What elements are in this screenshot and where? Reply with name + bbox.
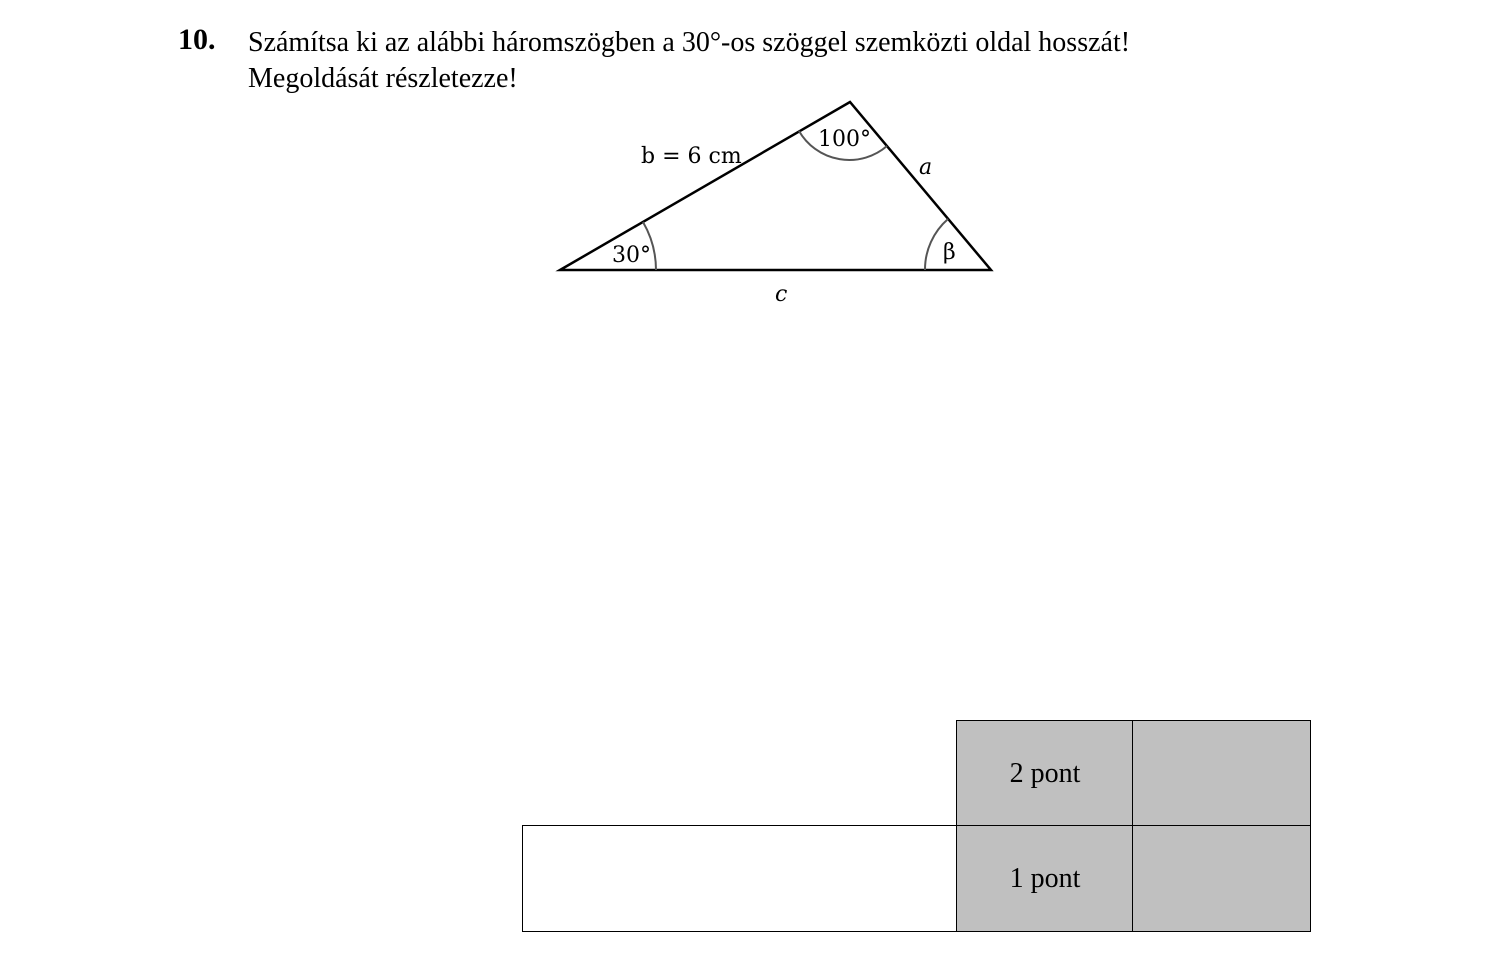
question-line-1: Számítsa ki az alábbi háromszögben a 30°-os szöggel szemközti oldal hosszát! [248, 27, 1131, 58]
score-table [522, 720, 1311, 932]
angle-arc-beta [925, 219, 948, 270]
score-cell-points-1 [956, 720, 1134, 827]
angle-30-label: 30° [612, 243, 651, 268]
triangle-outline [560, 102, 991, 270]
question-line-2: Megoldását részletezze! [248, 63, 518, 94]
side-c-label: c [775, 282, 788, 307]
angle-100-label: 100° [818, 127, 871, 152]
score-cell-earned-1[interactable] [1132, 720, 1311, 827]
score-cell-earned-2[interactable] [1132, 825, 1311, 932]
angle-arc-100 [799, 131, 887, 160]
question-number: 10. [178, 23, 216, 56]
side-a-label: a [919, 155, 933, 180]
angle-beta-label: β [943, 240, 956, 265]
score-points-label: 1 pont [1009, 862, 1081, 894]
score-cell-points-2 [956, 825, 1134, 932]
score-cell-blank [522, 825, 958, 932]
score-points-label: 2 pont [1009, 757, 1081, 789]
question-text [248, 25, 1130, 97]
angle-arc-30 [643, 222, 656, 270]
side-b-label: b = 6 cm [641, 144, 742, 169]
